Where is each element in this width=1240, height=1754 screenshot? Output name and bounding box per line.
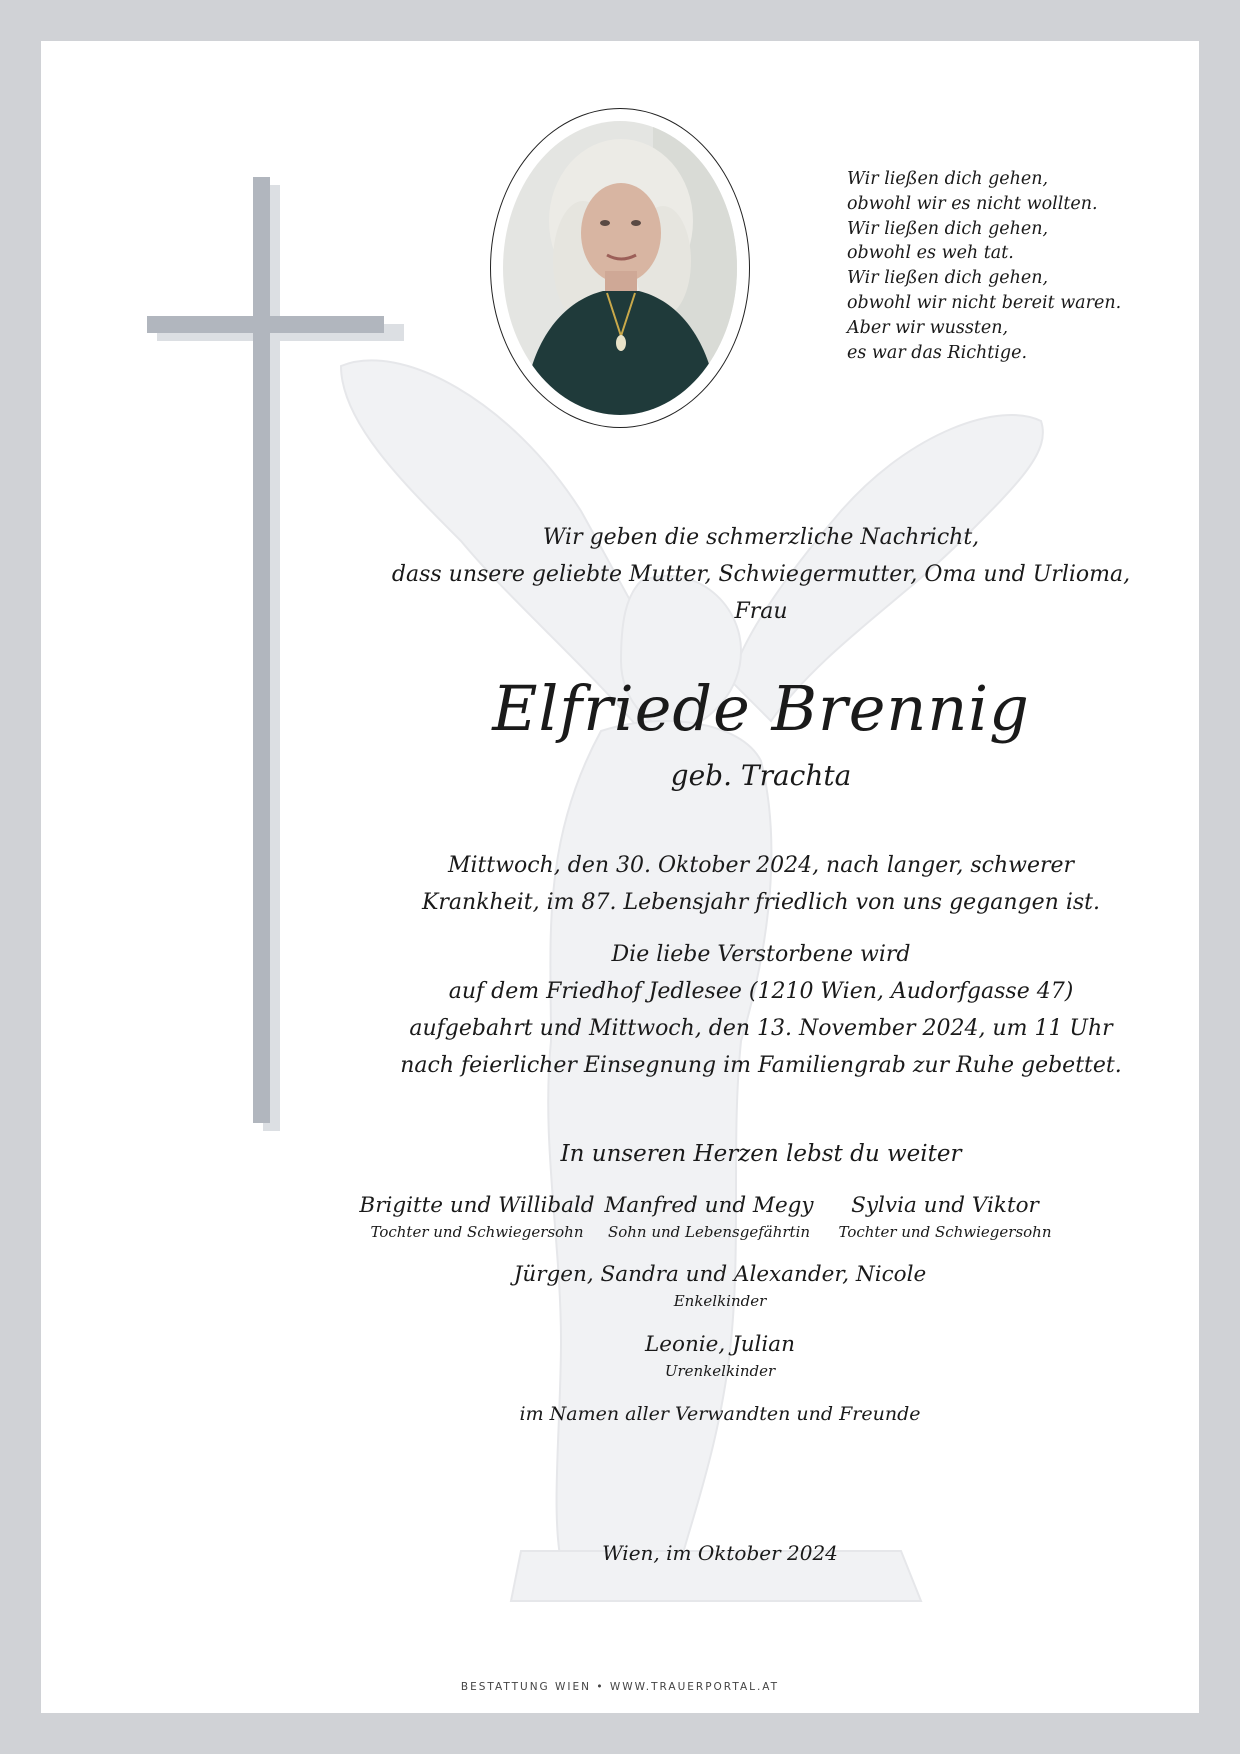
- family-member: [821, 1191, 1069, 1243]
- details-line: Krankheit, im 87. Lebensjahr friedlich von uns gegangen ist.: [421, 890, 1100, 915]
- great-grandchildren: [341, 1330, 1099, 1382]
- footer: BESTATTUNG WIEN • WWW.TRAUERPORTAL.AT: [460, 1681, 780, 1693]
- family-names: Manfred und Megy: [604, 1193, 814, 1218]
- poem-line: obwohl wir nicht bereit waren.: [847, 292, 1122, 313]
- poem-line: Wir ließen dich gehen,: [847, 218, 1049, 239]
- great-grandchildren-names: Leonie, Julian: [645, 1332, 795, 1357]
- family-names: Brigitte und Willibald: [359, 1193, 595, 1218]
- portrait-photo: [503, 121, 737, 415]
- cross-horizontal-beam: [147, 316, 384, 333]
- burial-line: auf dem Friedhof Jedlesee (1210 Wien, Audorfgasse 47): [448, 979, 1074, 1004]
- family-relation: Tochter und Schwiegersohn: [370, 1223, 584, 1241]
- poem-line: obwohl es weh tat.: [847, 243, 1014, 264]
- on-behalf-line: im Namen aller Verwandten und Freunde: [519, 1403, 921, 1425]
- family-relation: Sohn und Lebensgefährtin: [607, 1223, 811, 1241]
- obituary-sheet: [41, 41, 1199, 1713]
- place-date: Wien, im Oktober 2024: [602, 1541, 838, 1565]
- great-grandchildren-relation: Urenkelkinder: [664, 1362, 776, 1380]
- poem-line: obwohl wir es nicht wollten.: [847, 193, 1098, 214]
- poem-line: es war das Richtige.: [847, 342, 1028, 363]
- family-member: [357, 1191, 597, 1243]
- family-member: [599, 1191, 819, 1243]
- deceased-name: Elfriede Brennig: [492, 672, 1030, 745]
- burial-details: [341, 936, 1181, 1084]
- grandchildren-names: Jürgen, Sandra und Alexander, Nicole: [513, 1262, 927, 1287]
- burial-line: Die liebe Verstorbene wird: [611, 942, 911, 967]
- death-details: [341, 847, 1181, 921]
- poem-line: Aber wir wussten,: [847, 317, 1009, 338]
- grandchildren: [341, 1260, 1099, 1312]
- family-names: Sylvia und Viktor: [851, 1193, 1039, 1218]
- burial-line: nach feierlicher Einsegnung im Familiengrab zur Ruhe gebettet.: [400, 1053, 1122, 1078]
- family-relation: Tochter und Schwiegersohn: [838, 1223, 1052, 1241]
- details-line: Mittwoch, den 30. Oktober 2024, nach langer, schwerer: [447, 853, 1075, 878]
- poem-line: Wir ließen dich gehen,: [847, 268, 1049, 289]
- poem-line: Wir ließen dich gehen,: [847, 169, 1049, 189]
- burial-line: aufgebahrt und Mittwoch, den 13. November 2024, um 11 Uhr: [409, 1016, 1113, 1041]
- announcement-line: Frau: [734, 599, 788, 624]
- grandchildren-relation: Enkelkinder: [673, 1292, 767, 1310]
- poem: [847, 167, 1177, 365]
- motto: In unseren Herzen lebst du weiter: [560, 1141, 962, 1167]
- portrait-frame: [490, 108, 750, 428]
- announcement: [341, 519, 1181, 630]
- announcement-line: dass unsere geliebte Mutter, Schwiegermutter, Oma und Urlioma,: [391, 562, 1131, 587]
- maiden-name: geb. Trachta: [670, 759, 852, 792]
- announcement-line: Wir geben die schmerzliche Nachricht,: [542, 525, 980, 550]
